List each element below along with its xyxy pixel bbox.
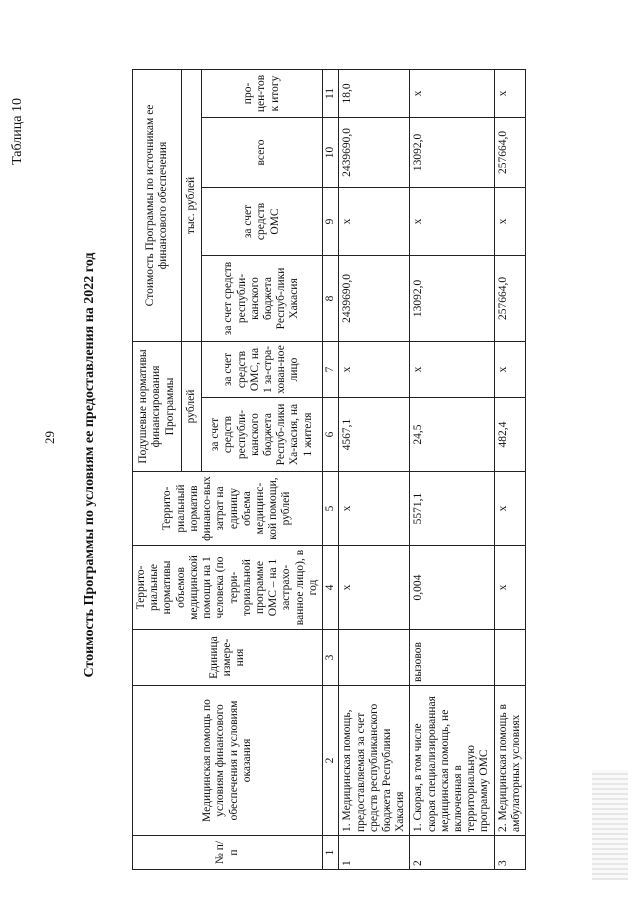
header-care: Медицинская помощь по условиям финансового обеспечения и условиям оказания — [133, 686, 323, 836]
header-cg-oms: за счет средств ОМС — [201, 187, 322, 255]
row-cg-pct: x — [494, 69, 525, 117]
row-cost: x — [494, 472, 525, 546]
header-cg-total: всего — [201, 117, 322, 187]
header-cost-unit: тыс. рублей — [181, 69, 201, 341]
row-cost: 5571,1 — [410, 472, 494, 546]
index-cell: 7 — [323, 341, 339, 397]
header-cost: Террито-риальный норматив финансо-вых затрат на единицу объема медицинс-кой помощи, рублей — [133, 472, 323, 546]
index-cell: 10 — [323, 117, 339, 187]
row-volume: 0,004 — [410, 546, 494, 630]
row-pc-budget: 4567,1 — [339, 398, 410, 472]
index-cell: 1 — [323, 836, 339, 870]
index-cell: 3 — [323, 630, 339, 686]
row-pc-oms: x — [339, 341, 410, 397]
row-pc-oms: x — [410, 341, 494, 397]
row-unit: вызовов — [410, 630, 494, 686]
index-cell: 2 — [323, 686, 339, 836]
row-volume: x — [494, 546, 525, 630]
row-cg-budget: 2439690,0 — [339, 255, 410, 341]
row-pc-budget: 24,5 — [410, 398, 494, 472]
row-cost: x — [339, 472, 410, 546]
row-care: 1. Скорая, в том числе скорая специализированная медицинская помощь, не включенная в территориальную программу ОМС — [410, 686, 494, 836]
table-caption: Стоимость Программы по условиям ее предоставления на 2022 год — [82, 252, 97, 678]
header-pc-oms: за счет средств ОМС, на 1 за-стра-хован-ное лицо — [201, 341, 322, 397]
row-unit — [494, 630, 525, 686]
row-num: 2 — [410, 836, 494, 870]
row-unit — [339, 630, 410, 686]
index-cell: 5 — [323, 472, 339, 546]
header-per-capita: Подушевые нормативы финансирования Программы — [133, 341, 182, 471]
index-row — [323, 69, 339, 869]
row-cg-budget: 257664,0 — [494, 255, 525, 341]
page-number: 29 — [42, 431, 57, 444]
row-cg-total: 2439690,0 — [339, 117, 410, 187]
row-cg-oms: x — [410, 187, 494, 255]
index-cell: 8 — [323, 255, 339, 341]
row-volume: x — [339, 546, 410, 630]
row-cg-budget: 13092,0 — [410, 255, 494, 341]
header-volume: Террито-риальные нормативы объемов медицинской помощи на 1 человека (по терри-ториальной программе ОМС – на 1 застрахо-ванное лицо), в год — [133, 546, 323, 630]
index-cell: 11 — [323, 69, 339, 117]
row-care: 2. Медицинская помощь в амбулаторных условиях — [494, 686, 525, 836]
table-label: Таблица 10 — [10, 98, 25, 165]
index-cell: 4 — [323, 546, 339, 630]
row-pc-budget: 482,4 — [494, 398, 525, 472]
row-cg-oms: x — [494, 187, 525, 255]
index-cell: 9 — [323, 187, 339, 255]
row-num: 1 — [339, 836, 410, 870]
row-care: 1. Медицинская помощь, предоставляемая за счет средств республиканского бюджета Республики Хакасия — [339, 686, 410, 836]
row-cg-total: 13092,0 — [410, 117, 494, 187]
scan-artifact — [592, 770, 628, 880]
index-cell: 6 — [323, 398, 339, 472]
table-row — [494, 69, 525, 869]
table-row — [339, 69, 410, 869]
header-num: № п/п — [133, 836, 323, 870]
header-cg-budget: за счет средств республи-канского бюджета Респуб-лики Хакасия — [201, 255, 322, 341]
row-cg-pct: 18,0 — [339, 69, 410, 117]
row-cg-oms: x — [339, 187, 410, 255]
row-num: 3 — [494, 836, 525, 870]
header-per-capita-unit: рублей — [181, 341, 201, 471]
header-pc-budget: за счет средств республи-канского бюджета Респуб-лики Ха-касия, на 1 жителя — [201, 398, 322, 472]
row-cg-pct: x — [410, 69, 494, 117]
header-cost-group: Стоимость Программы по источникам ее финансового обеспечения — [133, 69, 182, 341]
row-pc-oms: x — [494, 341, 525, 397]
row-cg-total: 257664,0 — [494, 117, 525, 187]
header-cg-pct: про-цен-тов к итогу — [201, 69, 322, 117]
table-row — [410, 69, 494, 869]
header-unit: Единица измере-ния — [133, 630, 323, 686]
cost-table — [132, 69, 526, 870]
